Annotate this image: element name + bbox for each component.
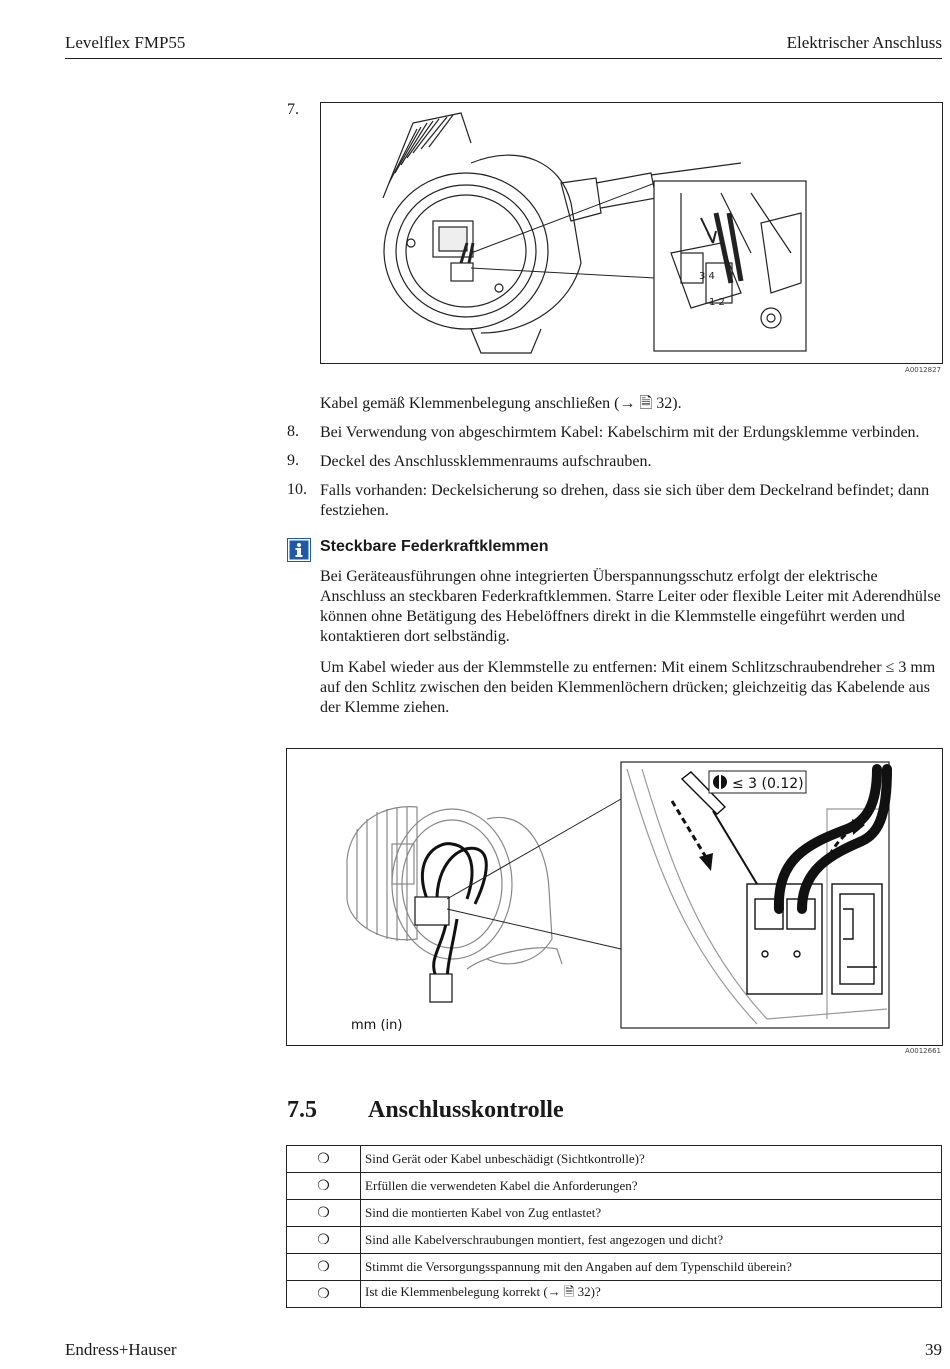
step-8-text: Bei Verwendung von abgeschirmtem Kabel: Kabelschirm mit der Erdungsklemme verbinden. (320, 424, 920, 441)
step-number-10: 10. (287, 481, 307, 498)
table-row (287, 1173, 942, 1200)
page-number: 39 (925, 1340, 942, 1359)
checkbox-circle[interactable]: ❍ (287, 1254, 361, 1281)
table-row (287, 1146, 942, 1173)
note-title: Steckbare Federkraftklemmen (320, 538, 549, 555)
checklist-item-text: Erfüllen die verwendeten Kabel die Anforderungen? (361, 1173, 942, 1200)
header-product-name: Levelflex FMP55 (65, 33, 186, 52)
figure-terminal-connection (320, 102, 943, 364)
checklist-item-text: Ist die Klemmenbelegung korrekt (→ 🗎 32)? (361, 1281, 942, 1308)
figure-spring-terminal-illustration (287, 749, 942, 1045)
header-rule (65, 58, 942, 59)
step-9-text: Deckel des Anschlussklemmenraums aufschrauben. (320, 453, 652, 470)
step-number-8: 8. (287, 423, 299, 440)
svg-text:3 4: 3 4 (699, 271, 715, 282)
checkbox-circle[interactable]: ❍ (287, 1281, 361, 1308)
figure-terminal-illustration (321, 103, 942, 363)
checklist-item-text: Stimmt die Versorgungsspannung mit den Angaben auf dem Typenschild überein? (361, 1254, 942, 1281)
step-number-7: 7. (287, 101, 299, 118)
checkbox-circle[interactable]: ❍ (287, 1146, 361, 1173)
svg-text:1 2: 1 2 (709, 297, 725, 308)
table-row (287, 1254, 942, 1281)
step-10-text: Falls vorhanden: Deckelsicherung so drehen, dass sie sich über dem Deckelrand befindet; dann festziehen. (320, 482, 930, 519)
checklist-item-text: Sind alle Kabelverschraubungen montiert, fest angezogen und dicht? (361, 1227, 942, 1254)
table-row (287, 1200, 942, 1227)
checkbox-circle[interactable]: ❍ (287, 1227, 361, 1254)
figure-spring-terminal (286, 748, 943, 1046)
table-row (287, 1227, 942, 1254)
figure-code-2: A0012661 (905, 1047, 941, 1055)
table-row (287, 1281, 942, 1308)
section-title: Anschlusskontrolle (368, 1097, 564, 1123)
checklist-item-text: Sind die montierten Kabel von Zug entlastet? (361, 1200, 942, 1227)
note-paragraph-2: Um Kabel wieder aus der Klemmstelle zu entfernen: Mit einem Schlitzschraubendreher ≤ 3 mm auf den Schlitz zwischen den beiden Klemmenlöchern drücken; gleichzeitig das Kabelende aus der Klemme ziehen. (320, 659, 936, 716)
header-chapter-title: Elektrischer Anschluss (786, 33, 942, 52)
checklist-table (286, 1145, 942, 1308)
checkbox-circle[interactable]: ❍ (287, 1200, 361, 1227)
unit-label: mm (in) (351, 1018, 403, 1033)
info-icon (287, 538, 311, 562)
dimension-label: ≤ 3 (0.12) (732, 776, 804, 792)
checkbox-circle[interactable]: ❍ (287, 1173, 361, 1200)
note-paragraph-1: Bei Geräteausführungen ohne integrierten Überspannungsschutz erfolgt der elektrische Anschluss an steckbaren Federkraftklemmen. Starre Leiter oder flexible Leiter mit Aderendhülse können ohne Betätigung des Hebelöffners direkt in die Klemmstelle eingeführt werden und kontaktieren dort selbständig. (320, 568, 941, 645)
figure-code-1: A0012827 (905, 366, 941, 374)
footer-company: Endress+Hauser (65, 1340, 177, 1359)
checklist-item-text: Sind Gerät oder Kabel unbeschädigt (Sichtkontrolle)? (361, 1146, 942, 1173)
step-number-9: 9. (287, 452, 299, 469)
step-7-text: Kabel gemäß Klemmenbelegung anschließen (→ 🗎 32). (320, 395, 682, 412)
section-number: 7.5 (287, 1097, 317, 1123)
